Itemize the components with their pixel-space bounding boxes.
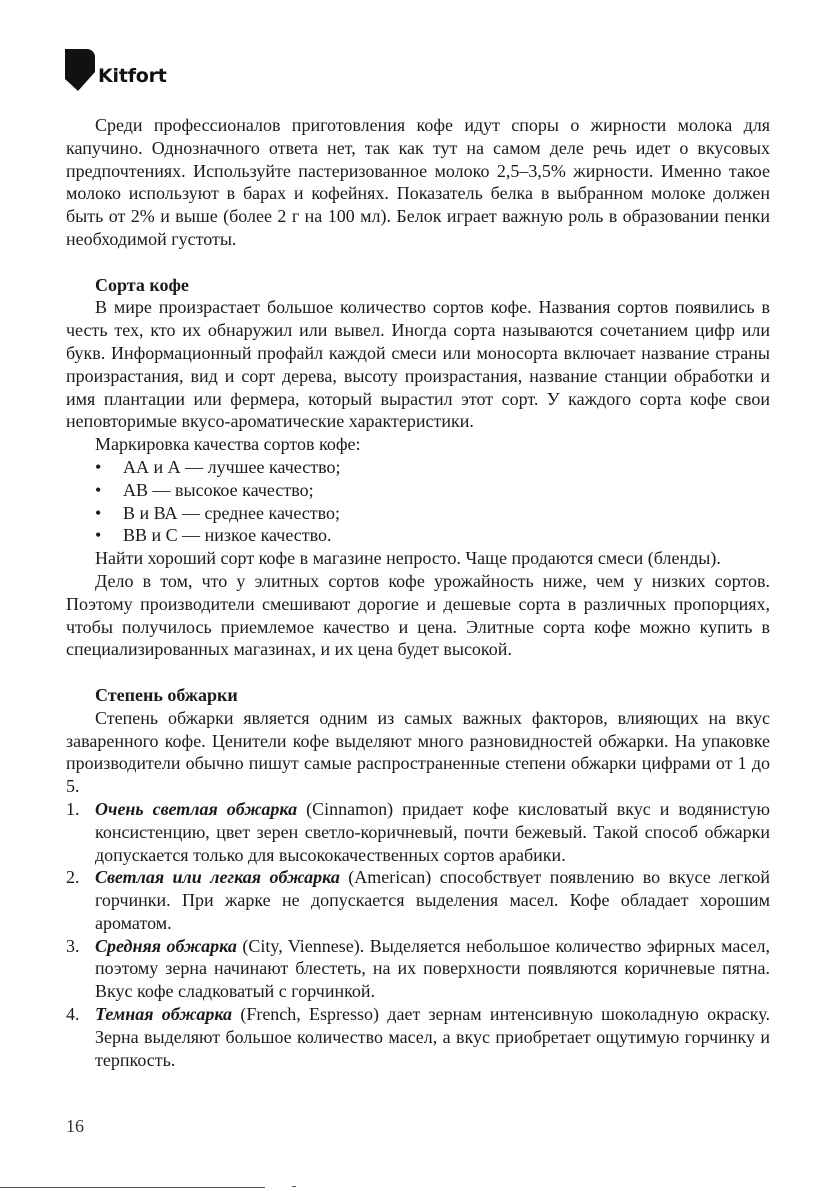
page-number: 16	[66, 1116, 84, 1136]
roast-paragraph: Степень обжарки является одним из самых важных факторов, влияющих на вкус заваренного кофе. Ценители кофе выделяют много разновидностей обжарки. На упаковке производители обычно пишут самые распространенные степени обжарки цифрами от 1 до 5.	[66, 707, 770, 797]
varieties-paragraph-3: Дело в том, что у элитных сортов кофе урожайность ниже, чем у низких сортов. Поэтому производители смешивают дорогие и дешевые сорта в различных пропорциях, чтобы получилось приемлемое качество и цена. Элитные сорта кофе можно купить в специализированных магазинах, и их цена будет высокой.	[66, 570, 770, 660]
list-item: • АВ — высокое качество;	[95, 479, 314, 500]
roast-level-title: Средняя обжарка	[95, 935, 237, 956]
varieties-heading: Сорта кофе	[95, 274, 189, 295]
crop-line	[0, 1187, 265, 1188]
list-item: • АА и А — лучшее качество;	[95, 456, 341, 477]
list-item: 1. Очень светлая обжарка (Cinnamon) придает кофе кисловатый вкус и водянистую консистенцию, цвет зерен светло-коричневый, почти бежевый. Такой способ обжарки допускается только для высококачественных сортов арабики.	[66, 798, 770, 865]
varieties-paragraph-1: В мире произрастает большое количество сортов кофе. Названия сортов появились в честь тех, кто их обнаружил или вывел. Иногда сорта называются сочетанием цифр или букв. Информационный профайл каждой смеси или моносорта включает название страны произрастания, вид и сорт дерева, высоту произрастания, название станции обработки и имя плантации или фермера, который вырастил этот сорт. У каждого сорта кофе свои неповторимые вкусо-ароматические характеристики.	[66, 297, 770, 432]
roast-level-title: Светлая или легкая обжарка	[95, 867, 340, 888]
crop-mark	[292, 1186, 296, 1187]
brand-logo	[65, 49, 167, 91]
roast-list	[66, 798, 770, 1072]
roast-heading: Степень обжарки	[95, 684, 238, 705]
list-item: 2. Светлая или легкая обжарка (American) способствует появлению во вкусе легкой горчинки. При жарке не допускается выделения масел. Кофе обладает хорошим ароматом.	[66, 867, 770, 933]
list-item: 4. Темная обжарка (French, Espresso) дает зернам интенсивную шоколадную окраску. Зерна выделяют большое количество масел, а вкус приобретает ощутимую горчинку и терпкость.	[66, 1004, 770, 1070]
brand-name: Kitfort	[98, 65, 167, 87]
bullet-icon: •	[95, 456, 102, 477]
varieties-paragraph-2: Найти хороший сорт кофе в магазине непросто. Чаще продаются смеси (бленды).	[95, 548, 721, 569]
roast-level-title: Очень светлая обжарка	[95, 798, 298, 819]
marking-list	[66, 456, 770, 547]
list-item: 3. Средняя обжарка (City, Viennese). Выделяется небольшое количество эфирных масел, поэтому зерна начинают блестеть, на их поверхности появляются коричневые пятна. Вкус кофе сладковатый с горчинкой.	[66, 935, 771, 1002]
list-item: • В и ВА — среднее качество;	[95, 502, 340, 523]
intro-paragraph: Среди профессионалов приготовления кофе идут споры о жирности молока для капучино. Однозначного ответа нет, так как тут на самом деле речь идет о вкусовых предпочтениях. Используйте пастеризованное молоко 2,5–3,5% жирности. Именно такое молоко используют в барах и кофейнях. Показатель белка в выбранном молоке должен быть от 2% и выше (более 2 г на 100 мл). Белок играет важную роль в образовании пенки необходимой густоты.	[66, 115, 770, 249]
bullet-icon: •	[95, 479, 102, 500]
list-item: • ВВ и С — низкое качество.	[95, 525, 332, 546]
bullet-icon: •	[95, 502, 102, 523]
page-content	[66, 114, 770, 1071]
bullet-icon: •	[95, 525, 102, 546]
roast-level-title: Темная обжарка	[95, 1004, 233, 1025]
marking-intro: Маркировка качества сортов кофе:	[95, 434, 361, 455]
kitfort-logo-icon	[65, 49, 95, 91]
